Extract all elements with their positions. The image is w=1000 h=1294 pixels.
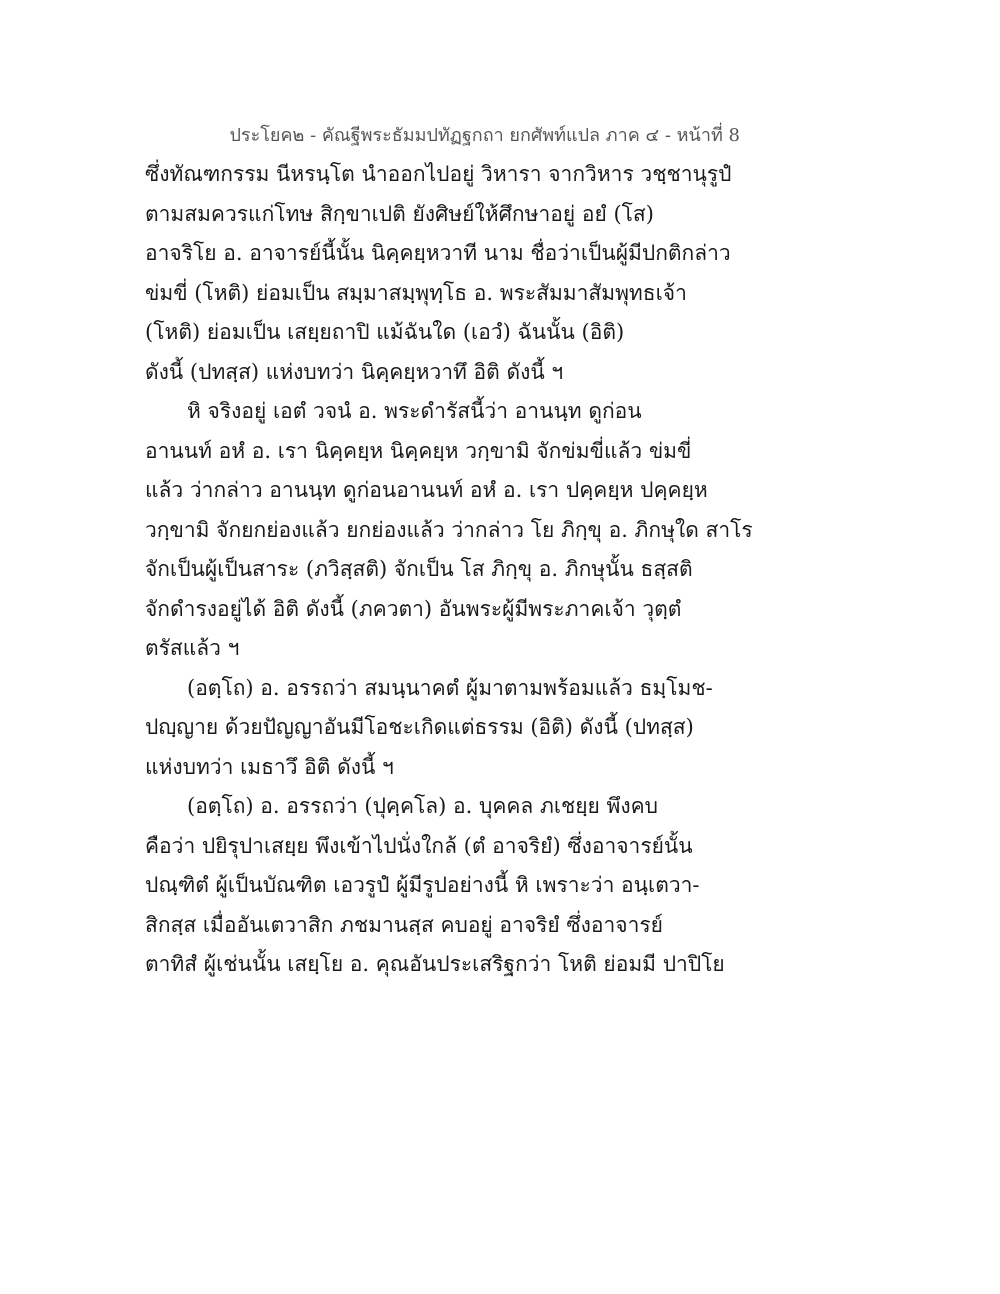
- text-line: ดังนี้ (ปทสฺส) แห่งบทว่า นิคฺคยฺหวาทึ อิติ ดังนี้ ฯ: [145, 359, 564, 384]
- text-line: แห่งบทว่า เมธาวึ อิติ ดังนี้ ฯ: [145, 754, 394, 779]
- text-line: แล้ว ว่ากล่าว อานนฺท ดูก่อนอานนท์ อหํ อ. เรา ปคฺคยฺห ปคฺคยฺห: [145, 478, 708, 502]
- text-line: ตาทิสํ ผู้เช่นนั้น เสยฺโย อ. คุณอันประเสริฐกว่า โหติ ย่อมมี ปาปิโย: [145, 952, 725, 976]
- text-line: ข่มขี่ (โหติ) ย่อมเป็น สมฺมาสมฺพุทฺโธ อ. พระสัมมาสัมพุทธเจ้า: [145, 280, 687, 305]
- paragraph-start-line: (อตฺโถ) อ. อรรถว่า (ปุคฺคโล) อ. บุคคล ภเชยฺย พึงคบ: [187, 794, 659, 818]
- body-text: [145, 155, 753, 985]
- text-line: ซึ่งทัณฑกรรม นีหรนฺโต นำออกไปอยู่ วิหารา จากวิหาร วชฺชานุรูปํ: [145, 162, 732, 186]
- text-line: ปณฺฑิตํ ผู้เป็นบัณฑิต เอวรูปํ ผู้มีรูปอย่างนี้ หิ เพราะว่า อนฺเตวา-: [145, 873, 700, 897]
- text-line: อานนท์ อหํ อ. เรา นิคฺคยฺห นิคฺคยฺห วกฺขามิ จักข่มขี่แล้ว ข่มขี่: [145, 438, 692, 463]
- text-line: จักเป็นผู้เป็นสาระ (ภวิสฺสติ) จักเป็น โส ภิกฺขุ อ. ภิกษุนั้น ธสฺสติ: [145, 557, 693, 581]
- text-line: สิกสฺส เมื่ออันเตวาสิก ภชมานสฺส คบอยู่ อาจริยํ ซึ่งอาจารย์: [145, 912, 663, 937]
- paragraph-start-line: (อตฺโถ) อ. อรรถว่า สมนฺนาคตํ ผู้มาตามพร้อมแล้ว ธมฺโมช-: [187, 675, 713, 700]
- text-line: (โหติ) ย่อมเป็น เสยฺยถาปิ แม้ฉันใด (เอวํ) ฉันนั้น (อิติ): [145, 320, 625, 344]
- text-line: ตรัสแล้ว ฯ: [145, 636, 240, 660]
- text-line: ตามสมควรแก่โทษ สิกฺขาเปติ ยังศิษย์ให้ศึกษาอยู่ อยํ (โส): [145, 201, 654, 226]
- text-line: วกฺขามิ จักยกย่องแล้ว ยกย่องแล้ว ว่ากล่าว โย ภิกฺขุ อ. ภิกษุใด สาโร: [145, 517, 753, 542]
- text-line: อาจริโย อ. อาจารย์นี้นั้น นิคฺคยฺหวาที นาม ชื่อว่าเป็นผู้มีปกติกล่าว: [145, 241, 731, 265]
- text-line: ปญฺญาย ด้วยปัญญาอันมีโอชะเกิดแต่ธรรม (อิติ) ดังนี้ (ปทสฺส): [145, 715, 694, 739]
- paragraph-start-line: หิ จริงอยู่ เอตํ วจนํ อ. พระดำรัสนี้ว่า อานนฺท ดูก่อน: [187, 399, 642, 423]
- text-line: คือว่า ปยิรุปาเสยฺย พึงเข้าไปนั่งใกล้ (ตํ อาจริยํ) ซึ่งอาจารย์นั้น: [145, 833, 693, 858]
- page-header: ประโยค๒ - คัณฐีพระธัมมปทัฏฐกถา ยกศัพท์แปล ภาค ๔ - หน้าที่ 8: [229, 125, 740, 146]
- text-line: จักดำรงอยู่ได้ อิติ ดังนี้ (ภควตา) อันพระผู้มีพระภาคเจ้า วุตฺตํ: [145, 596, 682, 621]
